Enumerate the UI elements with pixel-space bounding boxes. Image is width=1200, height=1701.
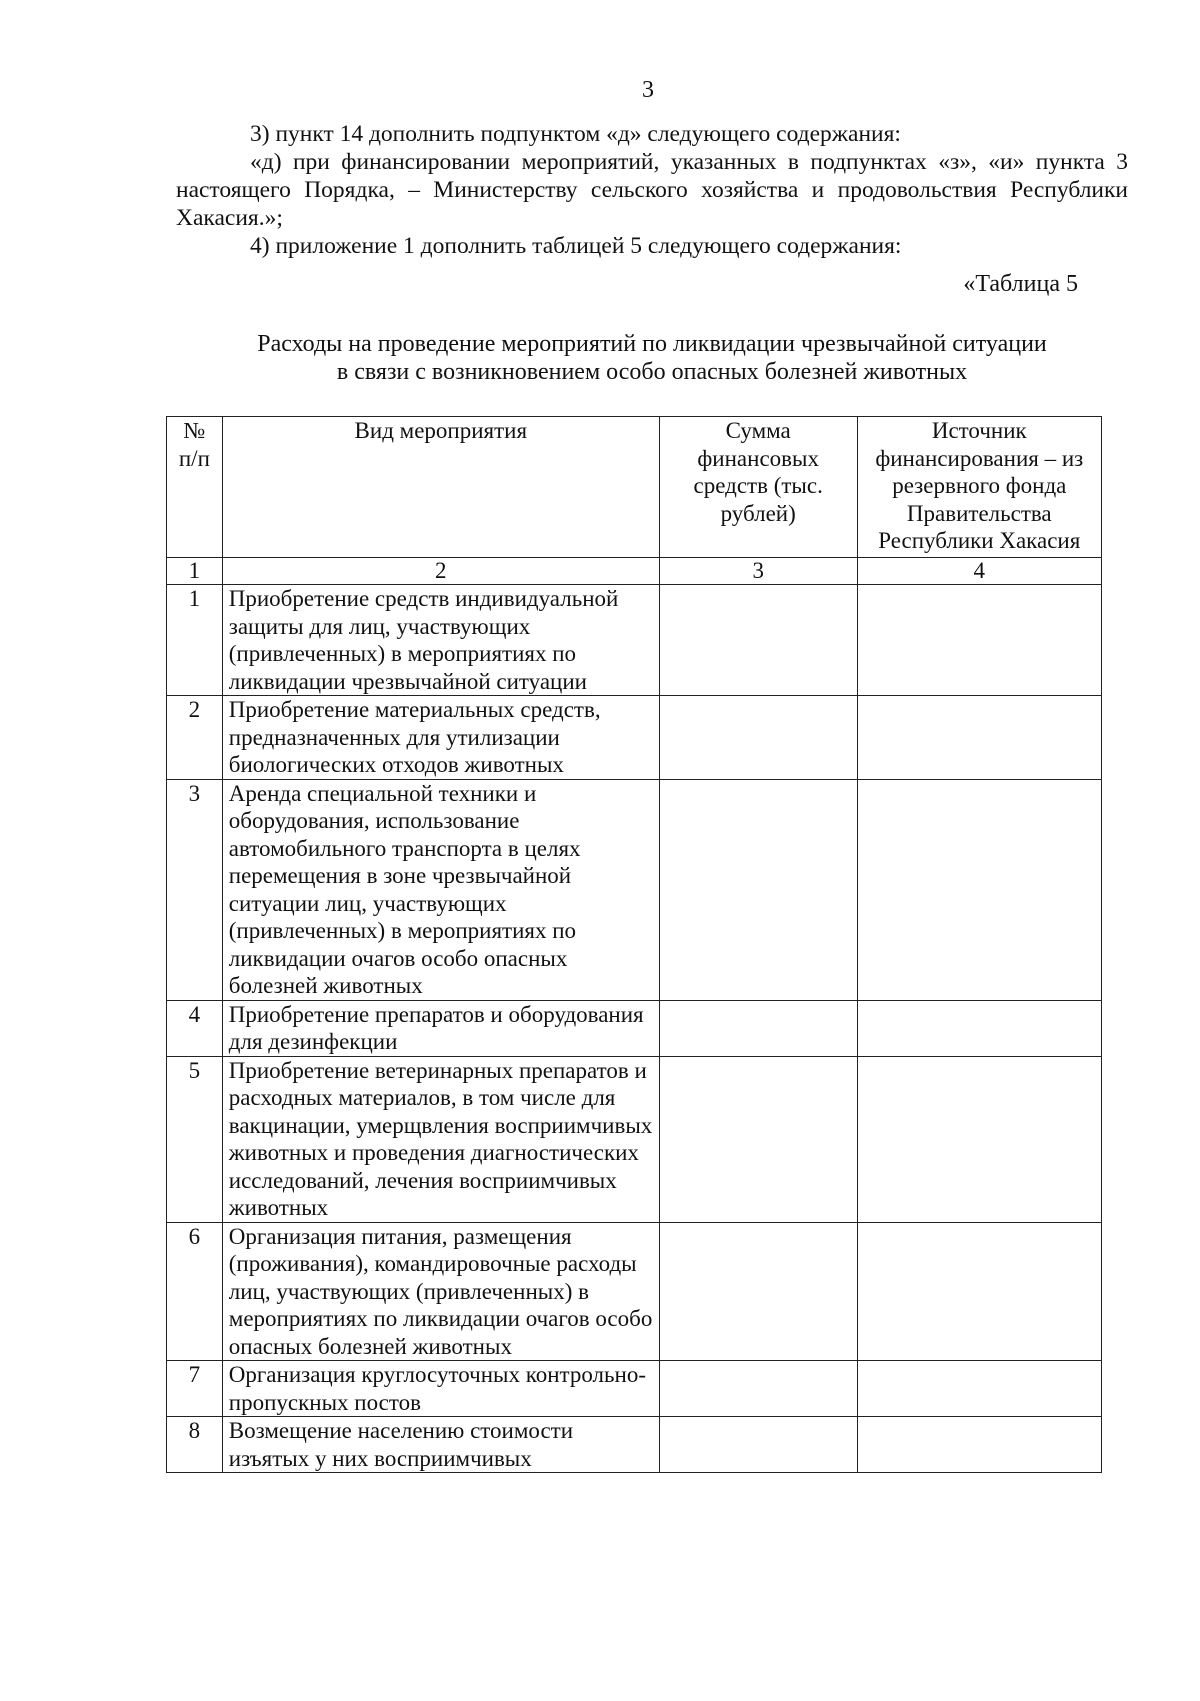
row-amount [659,1056,857,1222]
body-text [176,120,1128,260]
header-amount: Сумма финансовых средств (тыс. рублей) [659,417,857,558]
row-amount [659,585,857,696]
row-amount [659,1222,857,1361]
table-row [167,1222,1102,1361]
expenses-table [166,416,1102,1473]
row-amount [659,1417,857,1473]
row-source [857,1056,1101,1222]
column-index: 3 [659,558,857,585]
row-source [857,585,1101,696]
table-row [167,1056,1102,1222]
paragraph-subitem-d: «д) при финансировании мероприятий, указанных в подпунктах «з», «и» пункта 3 настоящего Порядка, – Министерству сельского хозяйства и продовольствия Республики Хакасия.»; [176,149,1128,231]
table-row [167,1000,1102,1056]
table-row [167,585,1102,696]
table-row [167,1361,1102,1417]
table-header-row [167,417,1102,558]
row-number: 2 [167,696,223,780]
column-index: 2 [222,558,659,585]
row-activity: Возмещение населению стоимости изъятых у них восприимчивых [222,1417,659,1473]
row-amount [659,696,857,780]
row-amount [659,1000,857,1056]
row-number: 1 [167,585,223,696]
header-activity: Вид мероприятия [222,417,659,558]
paragraph-item-3: 3) пункт 14 дополнить подпунктом «д» следующего содержания: [250,121,901,147]
row-activity: Приобретение ветеринарных препаратов и расходных материалов, в том числе для вакцинации, умерщвления восприимчивых животных и проведения диагностических исследований, лечения восприимчивых животных [222,1056,659,1222]
row-amount [659,1361,857,1417]
row-activity: Приобретение препаратов и оборудования для дезинфекции [222,1000,659,1056]
row-number: 3 [167,779,223,1000]
row-source [857,1361,1101,1417]
row-activity: Приобретение материальных средств, предназначенных для утилизации биологических отходов животных [222,696,659,780]
column-index-row [167,558,1102,585]
row-source [857,1222,1101,1361]
table-title [176,330,1128,386]
table-row [167,779,1102,1000]
table-row [167,696,1102,780]
row-activity: Аренда специальной техники и оборудования, использование автомобильного транспорта в целях перемещения в зоне чрезвычайной ситуации лиц, участвующих (привлеченных) в мероприятиях по ликвидации очагов особо опасных болезней животных [222,779,659,1000]
row-amount [659,779,857,1000]
row-number: 6 [167,1222,223,1361]
column-index: 4 [857,558,1101,585]
row-number: 4 [167,1000,223,1056]
row-activity: Организация питания, размещения (проживания), командировочные расходы лиц, участвующих (привлеченных) в мероприятиях по ликвидации очагов особо опасных болезней животных [222,1222,659,1361]
table-title-line-2: в связи с возникновением особо опасных болезней животных [336,359,968,385]
table-label: «Таблица 5 [963,271,1078,297]
header-number: № п/п [167,417,223,558]
table-row [167,1417,1102,1473]
row-number: 5 [167,1056,223,1222]
column-index: 1 [167,558,223,585]
row-source [857,1417,1101,1473]
row-activity: Организация круглосуточных контрольно-пропускных постов [222,1361,659,1417]
row-number: 7 [167,1361,223,1417]
row-number: 8 [167,1417,223,1473]
row-source [857,696,1101,780]
table-title-line-1: Расходы на проведение мероприятий по ликвидации чрезвычайной ситуации [257,331,1047,357]
paragraph-item-4: 4) приложение 1 дополнить таблицей 5 следующего содержания: [250,233,902,259]
page-number: 3 [642,77,654,103]
row-source [857,1000,1101,1056]
header-source: Источник финансирования – из резервного фонда Правительства Республики Хакасия [857,417,1101,558]
row-activity: Приобретение средств индивидуальной защиты для лиц, участвующих (привлеченных) в мероприятиях по ликвидации чрезвычайной ситуации [222,585,659,696]
row-source [857,779,1101,1000]
